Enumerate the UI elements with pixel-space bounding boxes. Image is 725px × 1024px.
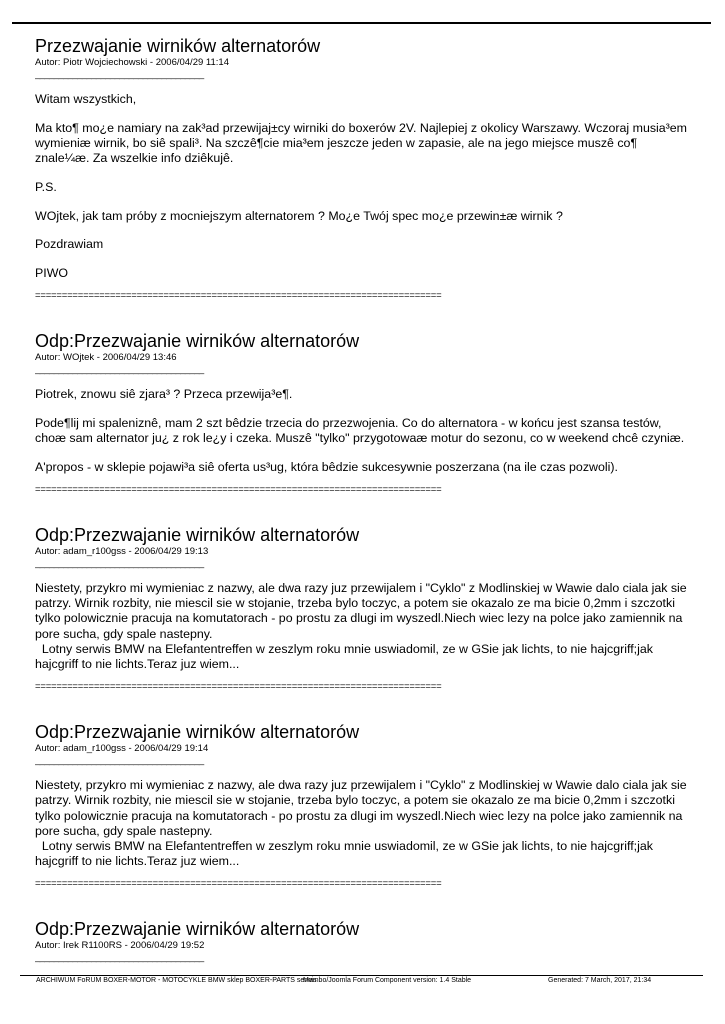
post-author: Autor: WOjtek - 2006/04/29 13:46 <box>35 352 177 364</box>
post-paragraph: WOjtek, jak tam próby z mocniejszym alternatorem ? Mo¿e Twój spec mo¿e przewin±æ wirnik ? <box>35 208 563 223</box>
post-author: Autor: Irek R1100RS - 2006/04/29 19:52 <box>35 940 205 952</box>
forum-post <box>35 525 690 692</box>
post-paragraph: Pode¶lij mi spaleniznê, mam 2 szt bêdzie trzecia do przezwojenia. Co do alternatora - w końcu jest szansa testów, choæ sam alternator ju¿ z rok le¿y i czeka. Muszê "tylko" przygotowaæ motur do sezonu, co w weekend chcê czyniæ. <box>35 415 685 446</box>
author-underline: ____________________________________ <box>35 952 204 964</box>
post-separator: ============================================================================ <box>35 681 442 693</box>
post-paragraph: Niestety, przykro mi wymieniac z nazwy, ale dwa razy juz przewijalem i "Cyklo" z Modlinskiej w Wawie dalo ciala jak sie patrzy. Wirnik rozbity, nie miescil sie w stojanie, trzeba bylo toczyc, a potem sie okazalo ze ma bicie 0,2mm i szczotki tylko polowicznie pracuja na komutatorach - po prostu za dlugi im wyszedl.Niech wiec lezy na polce jako zamiennik na pore sucha, gdy spale nastepny. Lotny serwis BMW na Elefantentreffen w zeszlym roku mnie uswiadomil, ze w GSie jak lichts, to nie hajcgriff;jak hajcgriff to nie lichts.Teraz juz wiem... <box>35 580 687 671</box>
post-paragraph: P.S. <box>35 179 57 194</box>
post-separator: ============================================================================ <box>35 878 442 890</box>
post-title: Odp:Przezwajanie wirników alternatorów <box>35 722 360 743</box>
post-paragraph: Pozdrawiam <box>35 237 104 252</box>
post-paragraph: Niestety, przykro mi wymieniac z nazwy, ale dwa razy juz przewijalem i "Cyklo" z Modlinskiej w Wawie dalo ciala jak sie patrzy. Wirnik rozbity, nie miescil sie w stojanie, trzeba bylo toczyc, a potem sie okazalo ze ma bicie 0,2mm i szczotki tylko polowicznie pracuja na komutatorach - po prostu za dlugi im wyszedl.Niech wiec lezy na polce jako zamiennik na pore sucha, gdy spale nastepny. Lotny serwis BMW na Elefantentreffen w zeszlym roku mnie uswiadomil, ze w GSie jak lichts, to nie hajcgriff;jak hajcgriff to nie lichts.Teraz juz wiem... <box>35 778 687 869</box>
post-title: Przezwajanie wirników alternatorów <box>35 36 321 56</box>
post-separator: ============================================================================ <box>35 290 442 302</box>
footer-generated-date: Generated: 7 March, 2017, 21:34 <box>548 977 652 984</box>
post-title: Odp:Przezwajanie wirników alternatorów <box>35 331 360 352</box>
post-title: Odp:Przezwajanie wirników alternatorów <box>35 919 360 940</box>
post-paragraph: Piotrek, znowu siê zjara³ ? Przeca przewija³e¶. <box>35 387 293 402</box>
post-author: Autor: Piotr Wojciechowski - 2006/04/29 11:14 <box>35 57 229 68</box>
author-underline: ____________________________________ <box>35 557 204 569</box>
post-paragraph: A'propos - w sklepie pojawi³a siê oferta us³ug, która bêdzie sukcesywnie poszerzana (na ile czas pozwoli). <box>35 459 618 474</box>
forum-post <box>35 331 690 495</box>
post-title: Odp:Przezwajanie wirników alternatorów <box>35 524 360 545</box>
page-footer <box>0 976 725 988</box>
author-underline: ____________________________________ <box>35 364 204 376</box>
forum-post <box>35 919 690 974</box>
top-rule <box>12 22 711 24</box>
author-underline: ____________________________________ <box>35 755 204 767</box>
forum-thread <box>35 36 690 974</box>
forum-post <box>35 722 690 889</box>
post-paragraph: Ma kto¶ mo¿e namiary na zak³ad przewijaj±cy wirniki do boxerów 2V. Najlepiej z okolicy Warszawy. Wczoraj musia³em wymieniæ wirnik, bo siê spali³. Na szczê¶cie mia³em jeszcze jeden w zapasie, ale na jego miejsce muszê co¶ znale¼æ. Za wszelkie info dziêkujê. <box>35 120 688 166</box>
post-author: Autor: adam_r100gss - 2006/04/29 19:13 <box>35 545 209 557</box>
post-separator: ============================================================================ <box>35 483 442 495</box>
post-author: Autor: adam_r100gss - 2006/04/29 19:14 <box>35 743 209 755</box>
forum-post <box>35 36 690 301</box>
footer-site-name: ARCHIWUM FoRUM BOXER-MOTOR - MOTOCYKLE BMW sklep BOXER-PARTS serwis <box>36 977 317 984</box>
footer-component-version: Mambo/Joomla Forum Component version: 1.4 Stable <box>303 977 472 984</box>
author-underline: ____________________________________ <box>35 69 204 80</box>
post-paragraph: PIWO <box>35 265 69 280</box>
post-paragraph: Witam wszystkich, <box>35 92 137 106</box>
